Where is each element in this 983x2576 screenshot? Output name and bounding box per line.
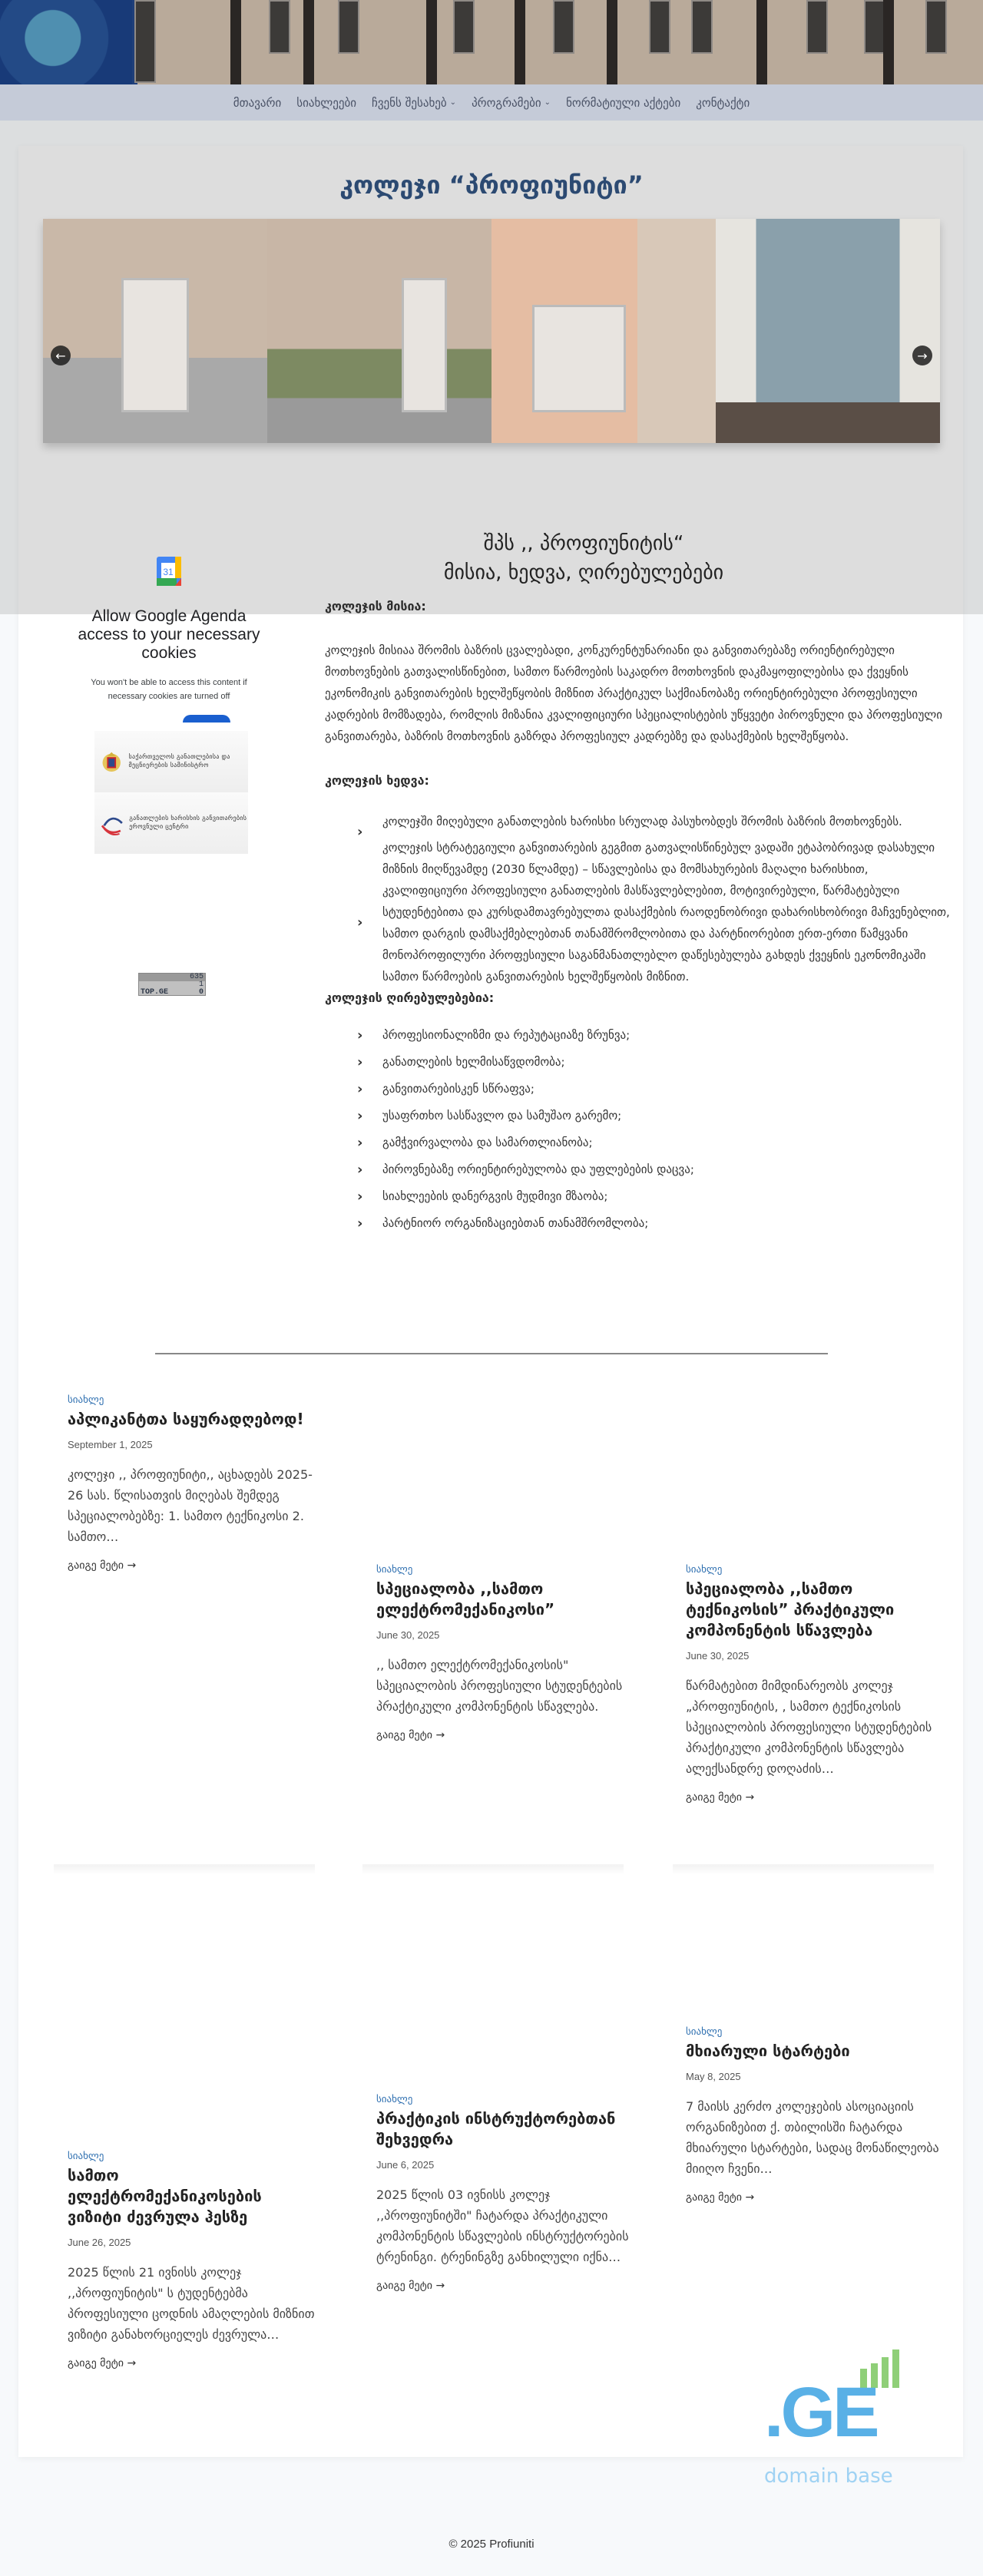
read-more-link[interactable]: გაიგე მეტი → [68, 1559, 137, 1572]
post-card [686, 2023, 939, 2204]
list-item: › განათლების ხელმისაწვდომობა; [325, 1049, 955, 1076]
topge-counter[interactable]: 635 1 TOP.GE 0 [138, 973, 206, 996]
card-bottom-shadow [673, 1864, 934, 1875]
slide-image [716, 219, 940, 443]
list-item: › პარტნიორ ორგანიზაციებთან თანამშრომლობა; [325, 1210, 955, 1237]
post-date: May 8, 2025 [686, 2071, 741, 2082]
post-date: June 6, 2025 [376, 2159, 435, 2171]
post-category-link[interactable]: სიახლე [376, 1564, 413, 1576]
nav-item-regulations[interactable]: ნორმატიული აქტები [566, 95, 681, 110]
list-item: › კოლეჯის სტრატეგიული განვითარების გეგმით გათვალისწინებულ ვადაში ეტაპობრივად დასახული მიზნის მიღწევამდე (2030 წლამდე) – სწავლებისა და მომსახურების მაღალი ხარისხით, კვალიფიციური პროფესიული განათლების მასწავლებლებით, მოტივირებული, წარმატებული სტუდენტებითა და კურსდამთავრებულთა დასაქმების რაოდენობრივი დახარისხობრივი მაჩვენებლით, სამთო დარგის დამსაქმებლებთან თანამშრომლობითა და პარტნიორებით ერთ-ერთი წამყვანი მონოპროფილური პროფესიული საგანმანათლებლო დაწესებულება გახდეს ქვეყნის ეკონომიკაში სამთო წარმოების განვითარების ხელშეწყობის მიზნით. [357, 841, 950, 984]
mission-content [325, 599, 955, 1237]
allow-cookies-button[interactable] [183, 715, 230, 723]
values-list [325, 1022, 955, 1237]
chevron-down-icon: ⌄ [544, 98, 551, 107]
post-date: June 26, 2025 [68, 2237, 131, 2248]
eqe-swoosh-icon [99, 804, 124, 842]
list-item: › უსაფრთხო სასწავლო და სამუშაო გარემო; [325, 1103, 955, 1129]
mural-decoration [0, 0, 132, 84]
slide-image [43, 219, 267, 443]
post-title[interactable]: აპლიკანტთა საყურადღებოდ! [68, 1410, 304, 1428]
post-date: June 30, 2025 [376, 1629, 440, 1641]
image-slider[interactable] [43, 219, 940, 443]
post-title[interactable]: სპეციალობა ,,სამთო ტექნიკოსის” პრაქტიკული კომპონენტის სწავლება [686, 1579, 895, 1639]
post-card [376, 2091, 630, 2292]
card-bottom-shadow [54, 1864, 315, 1875]
list-item: › პიროვნებაზე ორიენტირებულობა და უფლებების დაცვა; [325, 1156, 955, 1183]
post-card [376, 1561, 630, 1741]
section-divider [155, 1353, 828, 1354]
domain-base-badge[interactable] [764, 2349, 918, 2488]
chevron-right-icon: › [357, 1027, 363, 1043]
google-calendar-icon [157, 557, 181, 586]
header-banner-image [0, 0, 983, 84]
post-title[interactable]: მხიარული სტარტები [686, 2042, 850, 2060]
mission-heading: შპს ,, პროფიუნიტის“ მისია, ხედვა, ღირებულებები [443, 532, 724, 584]
chevron-right-icon: › [357, 1189, 363, 1205]
slider-prev-button[interactable] [51, 346, 71, 365]
post-excerpt: 7 მაისს კერძო კოლეჯების ასოციაციის ორგანიზებით ქ. თბილისში ჩატარდა მხიარული სტარტები, სადაც მონაწილეობა მიიღო ჩვენი… [686, 2099, 939, 2176]
read-more-link[interactable]: გაიგე მეტი → [376, 2280, 445, 2292]
ministry-emblem-icon [99, 742, 124, 781]
chevron-right-icon: › [357, 1108, 363, 1124]
list-item: › სიახლეების დანერგვის მუდმივი მზაობა; [325, 1183, 955, 1210]
cookie-subtitle: You won't be able to access this content if necessary cookies are turned off [91, 678, 247, 702]
post-title[interactable]: პრაქტიკის ინსტრუქტორებთან შეხვედრა [376, 2109, 616, 2148]
post-card [686, 1561, 939, 1804]
vision-list [325, 811, 955, 987]
post-category-link[interactable]: სიახლე [376, 2094, 413, 2105]
nav-item-about[interactable]: ჩვენს შესახებ ⌄ [372, 95, 457, 110]
chevron-right-icon: › [357, 1135, 363, 1151]
eqe-logo-link[interactable]: განათლების ხარისხის განვითარების ეროვნული ცენტრი [94, 792, 248, 854]
footer-copyright: © 2025 Profiuniti [448, 2538, 535, 2551]
mission-subheading: კოლეჯის მისია: [325, 599, 426, 613]
post-excerpt: 2025 წლის 03 ივნისს კოლეჯ ,,პროფიუნიტში" ჩატარდა პრაქტიკული კომპონენტის სწავლების ინსტრუქტორების ტრენინგი. ტრენინგზე განხილული იქნა… [376, 2187, 629, 2264]
chevron-right-icon: › [357, 1054, 363, 1070]
post-date: September 1, 2025 [68, 1439, 153, 1450]
card-bottom-shadow [362, 1864, 624, 1875]
post-card [68, 1391, 321, 1572]
list-item: › კოლეჯში მიღებული განათლების ხარისხი სრულად პასუხობდეს შრომის ბაზრის მოთხოვნებს. [325, 811, 955, 832]
list-item: › განვითარებისკენ სწრაფვა; [325, 1076, 955, 1103]
post-card [68, 2148, 321, 2369]
mission-text: კოლეჯის მისიაა შრომის ბაზრის ცვალებადი, კონკურენტუნარიანი და განვითარებაზე ორიენტირებული მოთხოვნების გათვალისწინებით, სამთო წარმოების საკადრო მოთხოვნის დაკმაყოფილებისა და ქვეყნის ეკონომიკის განვითარების ხელშეწყობის მიზნით პრაქტიკულ საქმიანობაზე ორიენტირებული პროფესიული კადრების მომზადება, რომლის მიზანია კვალიფიციური სპეციალისტების უწყვეტი პიროვნული და პროფესიული განვითარება, ბაზრის მოთხოვნის გაზრდა პროფესიულ კადრებზე და დასაქმების ხელშეწყობა. [325, 643, 943, 743]
ministry-logo-link[interactable]: საქართველოს განათლებისა და მეცნიერების სამინისტრო [94, 731, 248, 792]
slider-next-button[interactable] [912, 346, 932, 365]
nav-item-home[interactable]: მთავარი [233, 95, 282, 110]
post-category-link[interactable]: სიახლე [68, 1394, 104, 1406]
post-excerpt: კოლეჯი ,, პროფიუნიტი,, აცხადებს 2025-26 სას. წლისათვის მიღებას შემდეგ სპეციალობებზე: 1. სამთო ტექნიკოსი 2. სამთო… [68, 1467, 313, 1544]
vision-subheading: კოლეჯის ხედვა: [325, 773, 429, 788]
values-subheading: კოლეჯის ღირებულებებია: [325, 990, 495, 1005]
list-item: › პროფესიონალიზმი და რეპუტაციაზე ზრუნვა; [325, 1022, 955, 1049]
chevron-right-icon: › [357, 914, 363, 931]
cookie-consent-widget [77, 557, 261, 723]
post-category-link[interactable]: სიახლე [68, 2151, 104, 2162]
chevron-right-icon: › [357, 1081, 363, 1097]
list-item: › გამჭვირვალობა და სამართლიანობა; [325, 1129, 955, 1156]
arrow-right-icon: → [917, 348, 928, 363]
post-category-link[interactable]: სიახლე [686, 2026, 723, 2038]
post-category-link[interactable]: სიახლე [686, 1564, 723, 1576]
arrow-left-icon: ← [55, 348, 66, 363]
post-title[interactable]: სპეციალობა ,,სამთო ელექტრომექანიკოსი” [376, 1579, 555, 1619]
site-title: კოლეჯი “პროფიუნიტი” [339, 170, 644, 200]
domain-brand: .GE [764, 2373, 877, 2452]
slide-image [492, 219, 716, 443]
post-title[interactable]: სამთო ელექტრომექანიკოსების ვიზიტი ძევრულა ჰესზე [68, 2166, 262, 2226]
post-excerpt: წარმატებით მიმდინარეობს კოლეჯ „პროფიუნიტის, , სამთო ტექნიკოსის სპეციალობის პროფესიული სტუდენტების პრაქტიკული კომპონენტის სწავლება ალექსანდრე დოღაძის… [686, 1678, 932, 1776]
chevron-right-icon: › [357, 1162, 363, 1178]
nav-item-news[interactable]: სიახლეები [296, 95, 357, 110]
svg-text:31: 31 [163, 567, 174, 577]
post-excerpt: ,, სამთო ელექტრომექანიკოსის" სპეციალობის პროფესიული სტუდენტების პრაქტიკული კომპონენტის სწავლება. [376, 1658, 623, 1714]
read-more-link[interactable]: გაიგე მეტი → [686, 2191, 755, 2204]
nav-item-programs[interactable]: პროგრამები ⌄ [472, 95, 551, 110]
read-more-link[interactable]: გაიგე მეტი → [376, 1729, 445, 1741]
cookie-title: Allow Google Agenda access to your necessary cookies [78, 607, 260, 663]
chevron-right-icon: › [357, 1215, 363, 1232]
post-excerpt: 2025 წლის 21 ივნისს კოლეჯ ,,პროფიუნიტის" ს ტუდენტებმა პროფესიული ცოდნის ამაღლების მიზნით ვიზიტი განახორციელეს ძევრულა… [68, 2265, 315, 2342]
read-more-link[interactable]: გაიგე მეტი → [686, 1791, 755, 1804]
post-date: June 30, 2025 [686, 1650, 750, 1662]
domain-subtitle: domain base [764, 2465, 893, 2488]
chevron-down-icon: ⌄ [449, 98, 457, 107]
main-navigation [0, 84, 983, 121]
chevron-right-icon: › [357, 824, 363, 840]
read-more-link[interactable]: გაიგე მეტი → [68, 2357, 137, 2369]
nav-item-contact[interactable]: კონტაქტი [696, 95, 750, 110]
slide-image [267, 219, 492, 443]
